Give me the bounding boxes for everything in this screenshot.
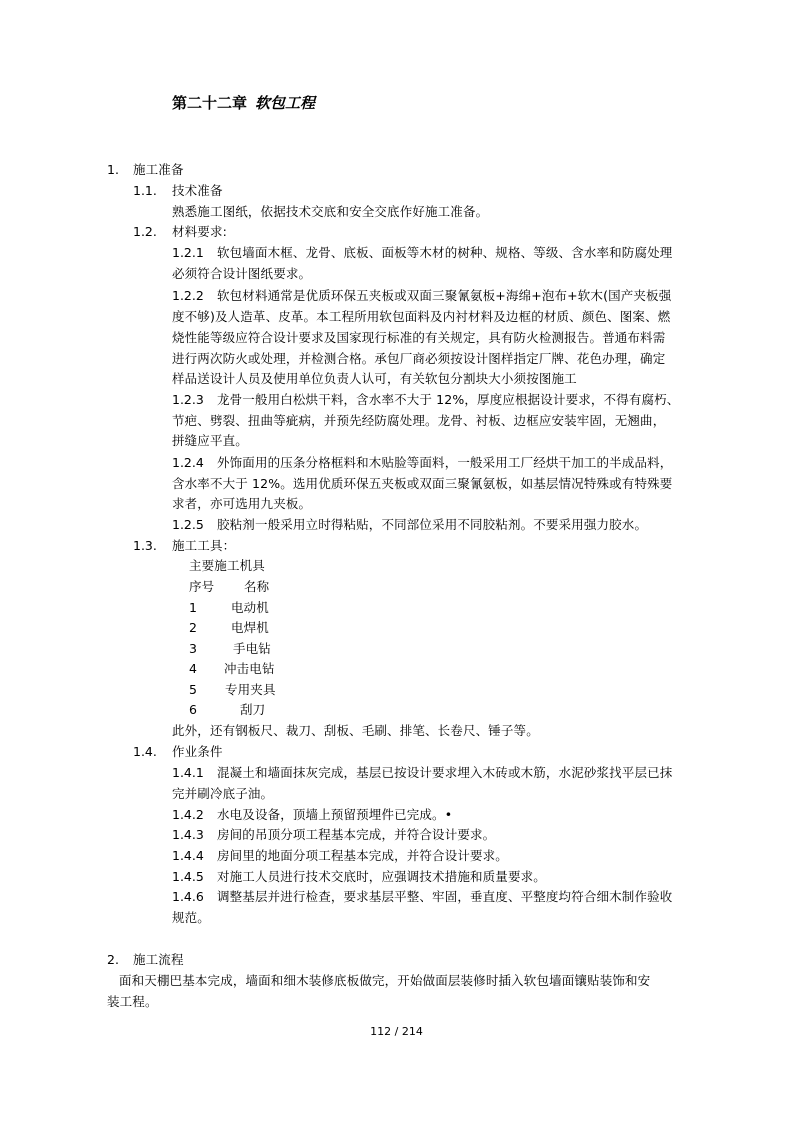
tool-list-title: 主要施工机具	[189, 558, 265, 573]
paragraph-line: 龙骨一般用白松烘干料，含水率不大于 12%，厚度应根据设计要求，不得有腐朽、	[217, 392, 680, 407]
paragraph-line: 拼缝应平直。	[172, 433, 248, 448]
section-number: 2.	[107, 952, 119, 967]
subsection-heading: 作业条件	[172, 744, 223, 759]
paragraph-line: 水电及设备，顶墙上预留预埋件已完成。•	[217, 807, 453, 822]
section-number: 1.	[107, 162, 119, 177]
paragraph-line: 外饰面用的压条分格框料和木贴脸等面料，一般采用工厂经烘干加工的半成品料，	[217, 455, 673, 470]
paragraph-line: 烧性能等级应符合设计要求及国家现行标准的有关规定，具有防火检测报告。普通布料需	[172, 330, 666, 345]
paragraph-line: 混凝土和墙面抹灰完成，基层已按设计要求埋入木砖或木筋，水泥砂浆找平层已抹	[217, 765, 673, 780]
chapter-number: 第二十二章	[172, 94, 248, 112]
paragraph-line: 胶粘剂一般采用立时得粘贴，不同部位采用不同胶粘剂。不要采用强力胶水。	[217, 517, 648, 532]
tool-col-name: 名称	[244, 579, 270, 594]
paragraph-line: 求者，亦可选用九夹板。	[172, 496, 312, 511]
subsection-heading: 技术准备	[172, 183, 223, 198]
paragraph-line: 房间的吊顶分项工程基本完成，并符合设计要求。	[217, 827, 496, 842]
item-number: 1.4.1	[172, 765, 204, 780]
tool-name: 手电钻	[233, 641, 271, 656]
paragraph-line: 装工程。	[107, 994, 158, 1009]
paragraph-line: 节疤、劈裂、扭曲等疵病，并预先经防腐处理。龙骨、衬板、边框应安装牢固，无翘曲，	[172, 413, 666, 428]
tool-number: 3	[189, 641, 198, 656]
tool-col-number: 序号	[189, 579, 215, 594]
paragraph-line: 调整基层并进行检查，要求基层平整、牢固，垂直度、平整度均符合细木制作验收	[217, 889, 673, 904]
subsection-heading: 材料要求:	[172, 224, 227, 239]
tool-name: 电焊机	[231, 620, 269, 635]
chapter-title	[172, 92, 315, 113]
tool-number: 4	[189, 661, 198, 676]
item-number: 1.4.2	[172, 807, 204, 822]
tool-name: 电动机	[231, 600, 269, 615]
paragraph-line: 面和天棚巴基本完成，墙面和细木装修底板做完，开始做面层装修时插入软包墙面镶贴装饰和安	[119, 973, 651, 988]
subsection-heading: 施工工具：	[172, 538, 236, 553]
tool-number: 6	[189, 702, 198, 717]
item-number: 1.4.5	[172, 869, 204, 884]
tool-number: 1	[189, 600, 198, 615]
page-number: 112 / 214	[370, 1025, 423, 1038]
subsection-number: 1.3.	[133, 538, 157, 553]
chapter-name: 软包工程	[255, 94, 316, 112]
subsection-number: 1.4.	[133, 744, 157, 759]
paragraph-line: 度不够)及人造革、皮革。本工程所用软包面料及内衬材料及边框的材质、颜色、图案、燃	[172, 309, 671, 324]
item-number: 1.4.6	[172, 889, 204, 904]
item-number: 1.2.1	[172, 245, 204, 260]
section-heading: 施工流程	[133, 952, 184, 967]
paragraph-line: 必须符合设计图纸要求。	[172, 266, 312, 281]
paragraph-line: 进行两次防火或处理，并检测合格。承包厂商必须按设计图样指定厂牌、花色办理，确定	[172, 351, 666, 366]
paragraph-line: 完并刷冷底子油。	[172, 786, 274, 801]
item-number: 1.2.3	[172, 392, 204, 407]
subsection-number: 1.2.	[133, 224, 157, 239]
tool-number: 2	[189, 620, 198, 635]
paragraph-line: 对施工人员进行技术交底时，应强调技术措施和质量要求。	[217, 869, 546, 884]
tool-name: 专用夹具	[225, 682, 276, 697]
subsection-number: 1.1.	[133, 183, 157, 198]
tool-name: 冲击电钻	[224, 661, 275, 676]
tool-name: 刮刀	[240, 702, 266, 717]
tool-number: 5	[189, 682, 198, 697]
item-number: 1.2.4	[172, 455, 204, 470]
paragraph-line: 含水率不大于 12%。选用优质环保五夹板或双面三聚氰氨板，如基层情况特殊或有特殊要	[172, 476, 673, 491]
paragraph-line: 样品送设计人员及使用单位负责人认可，有关软包分割块大小须按图施工	[172, 371, 577, 386]
item-number: 1.4.3	[172, 827, 204, 842]
item-number: 1.4.4	[172, 848, 204, 863]
section-heading: 施工准备	[133, 162, 184, 177]
item-number: 1.2.2	[172, 288, 204, 303]
paragraph-line: 房间里的地面分项工程基本完成，并符合设计要求。	[217, 848, 508, 863]
paragraph-line: 软包材料通常是优质环保五夹板或双面三聚氰氨板+海绵+泡布+软木(国产夹板强	[217, 288, 672, 303]
paragraph-line: 熟悉施工图纸，依据技术交底和安全交底作好施工准备。	[172, 204, 489, 219]
paragraph-line: 此外，还有钢板尺、裁刀、刮板、毛刷、排笔、长卷尺、锤子等。	[172, 723, 539, 738]
paragraph-line: 规范。	[172, 910, 210, 925]
paragraph-line: 软包墙面木框、龙骨、底板、面板等木材的树种、规格、等级、含水率和防腐处理	[217, 245, 673, 260]
item-number: 1.2.5	[172, 517, 204, 532]
